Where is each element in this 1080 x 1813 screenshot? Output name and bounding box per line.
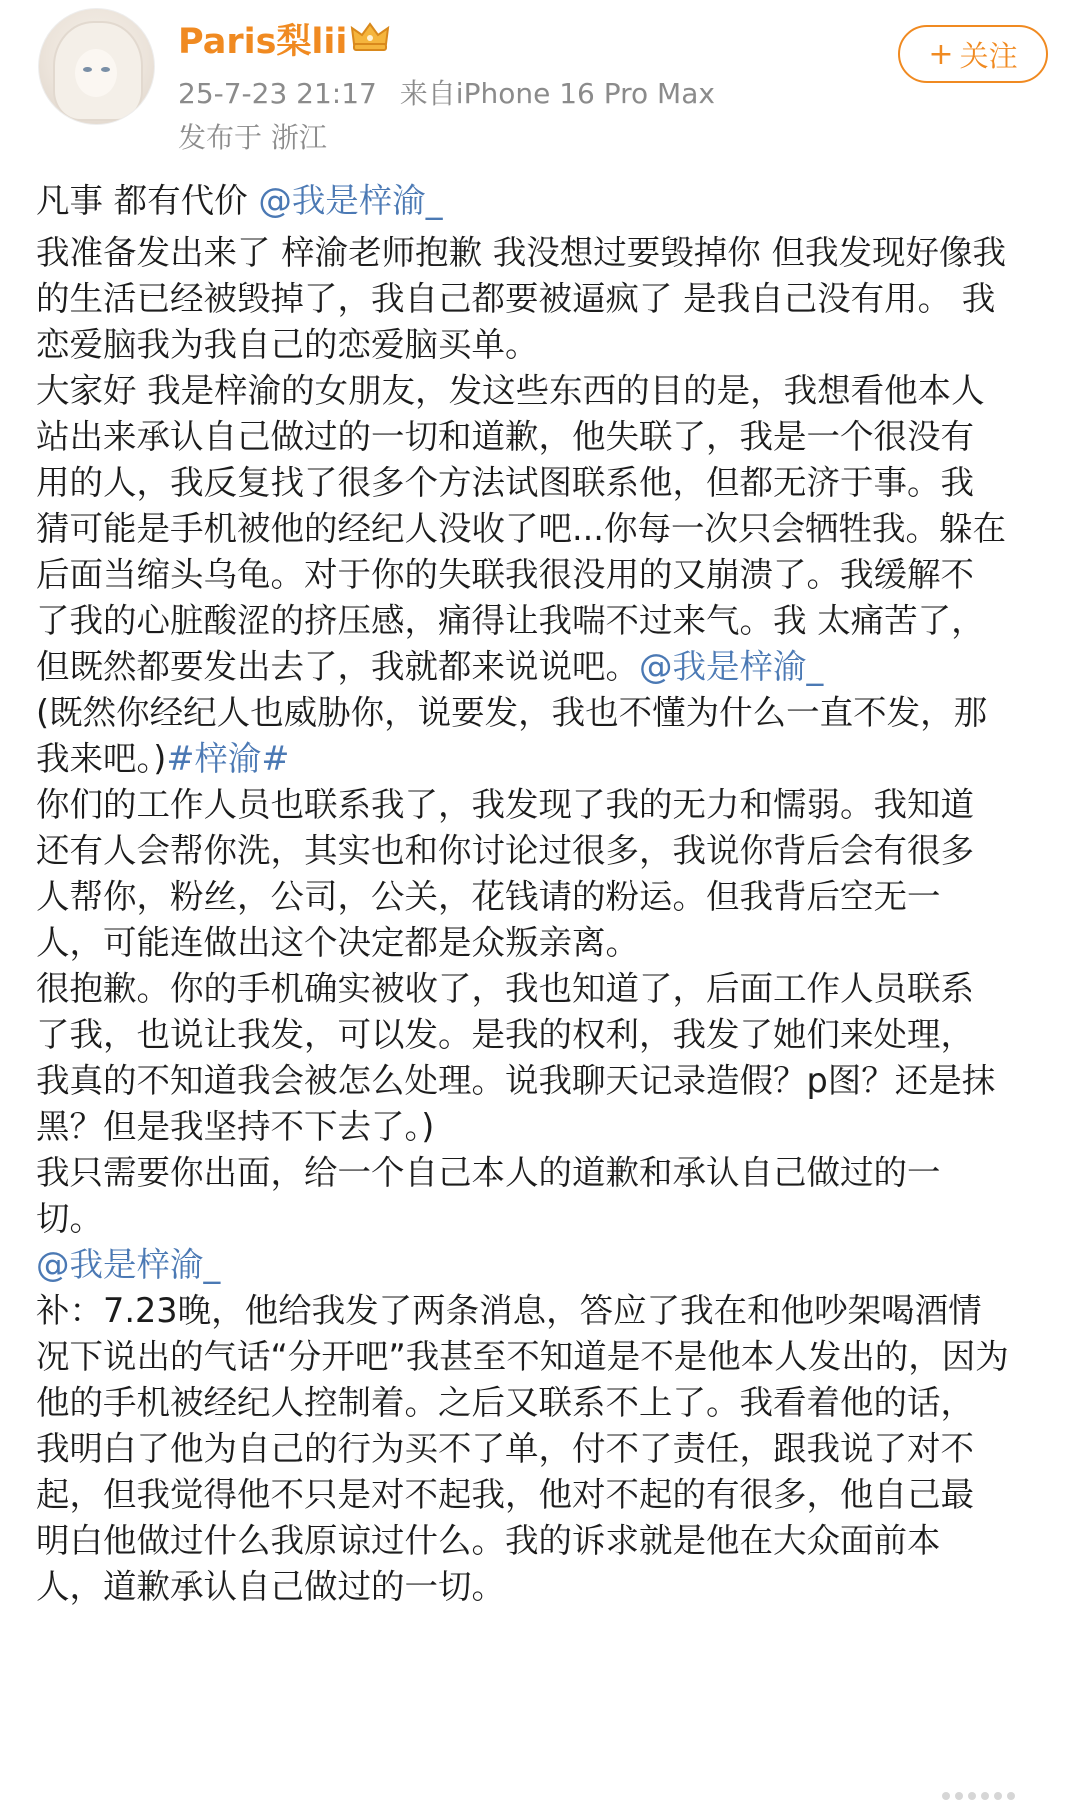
post-location: 发布于 浙江	[178, 121, 327, 154]
avatar-face	[75, 49, 117, 97]
body-line: 切。	[36, 1199, 103, 1238]
body-line: 我只需要你出面，给一个自己本人的道歉和承认自己做过的一	[36, 1153, 941, 1192]
body-line: 猜可能是手机被他的经纪人没收了吧...你每一次只会牺牲我。躲在	[36, 509, 1006, 548]
body-line: (既然你经纪人也威胁你，说要发，我也不懂为什么一直不发，那	[36, 693, 988, 732]
source-prefix: 来自	[399, 77, 456, 110]
mention-link[interactable]: @我是梓渝_	[36, 1245, 221, 1284]
avatar-eye-left	[83, 67, 92, 72]
post-header	[0, 0, 1080, 170]
body-line: 后面当缩头乌龟。对于你的失联我很没用的又崩溃了。我缓解不	[36, 555, 974, 594]
plus-icon: +	[928, 36, 954, 72]
body-line: 起，但我觉得他不只是对不起我，他对不起的有很多，他自己最	[36, 1475, 974, 1514]
body-line	[36, 644, 1046, 690]
post-date: 25-7-23 21:17	[178, 77, 377, 110]
mention-link[interactable]: @我是梓渝_	[639, 647, 824, 686]
body-line: 站出来承认自己做过的一切和道歉，他失联了，我是一个很没有	[36, 417, 974, 456]
hashtag-link[interactable]: #梓渝#	[166, 739, 290, 778]
vip-crown-icon	[348, 20, 392, 54]
body-line: 补：7.23晚，他给我发了两条消息，答应了我在和他吵架喝酒情	[36, 1291, 982, 1330]
username[interactable]: Paris梨lii	[178, 22, 348, 62]
post-body	[36, 178, 1046, 1610]
mention-link[interactable]: @我是梓渝_	[258, 181, 443, 220]
body-line: 人，道歉承认自己做过的一切。	[36, 1567, 505, 1606]
follow-button[interactable]	[898, 25, 1048, 83]
body-line: 人帮你，粉丝，公司，公关，花钱请的粉运。但我背后空无一	[36, 877, 941, 916]
body-line: 人，可能连做出这个决定都是众叛亲离。	[36, 923, 639, 962]
body-line: 恋爱脑我为我自己的恋爱脑买单。	[36, 325, 539, 364]
body-line: 的生活已经被毁掉了，我自己都要被逼疯了 是我自己没有用。 我	[36, 279, 996, 318]
body-text: 凡事 都有代价	[36, 181, 259, 220]
body-line	[36, 178, 1046, 224]
body-line: 况下说出的气话“分开吧”我甚至不知道是不是他本人发出的，因为	[36, 1337, 1009, 1376]
body-line: 我明白了他为自己的行为买不了单，付不了责任，跟我说了对不	[36, 1429, 974, 1468]
avatar-eye-right	[101, 67, 110, 72]
body-line: 很抱歉。你的手机确实被收了，我也知道了，后面工作人员联系	[36, 969, 974, 1008]
body-line: 我真的不知道我会被怎么处理。说我聊天记录造假？p图？还是抹	[36, 1061, 996, 1100]
body-line: 我准备发出来了 梓渝老师抱歉 我没想过要毁掉你 但我发现好像我	[36, 233, 1006, 272]
body-line: 他的手机被经纪人控制着。之后又联系不上了。我看着他的话，	[36, 1383, 974, 1422]
body-line	[36, 736, 1046, 782]
body-line: 了我的心脏酸涩的挤压感，痛得让我喘不过来气。我 太痛苦了，	[36, 601, 985, 640]
body-text: 但既然都要发出去了，我就都来说说吧。	[36, 647, 639, 686]
body-line: 明白他做过什么我原谅过什么。我的诉求就是他在大众面前本	[36, 1521, 941, 1560]
body-line: 用的人，我反复找了很多个方法试图联系他，但都无济于事。我	[36, 463, 974, 502]
device-name[interactable]: iPhone 16 Pro Max	[455, 77, 715, 110]
body-line: 还有人会帮你洗，其实也和你讨论过很多，我说你背后会有很多	[36, 831, 974, 870]
follow-label: 关注	[959, 38, 1018, 73]
body-line: 大家好 我是梓渝的女朋友，发这些东西的目的是，我想看他本人	[36, 371, 985, 410]
post-meta	[178, 72, 715, 112]
body-line: 黑？但是我坚持不下去了。)	[36, 1107, 435, 1146]
body-line: 了我，也说让我发，可以发。是我的权利，我发了她们来处理，	[36, 1015, 974, 1054]
avatar[interactable]	[38, 8, 155, 125]
body-text: 我来吧。)	[36, 739, 167, 778]
watermark-dots	[942, 1785, 1072, 1807]
body-line: 你们的工作人员也联系我了，我发现了我的无力和懦弱。我知道	[36, 785, 974, 824]
